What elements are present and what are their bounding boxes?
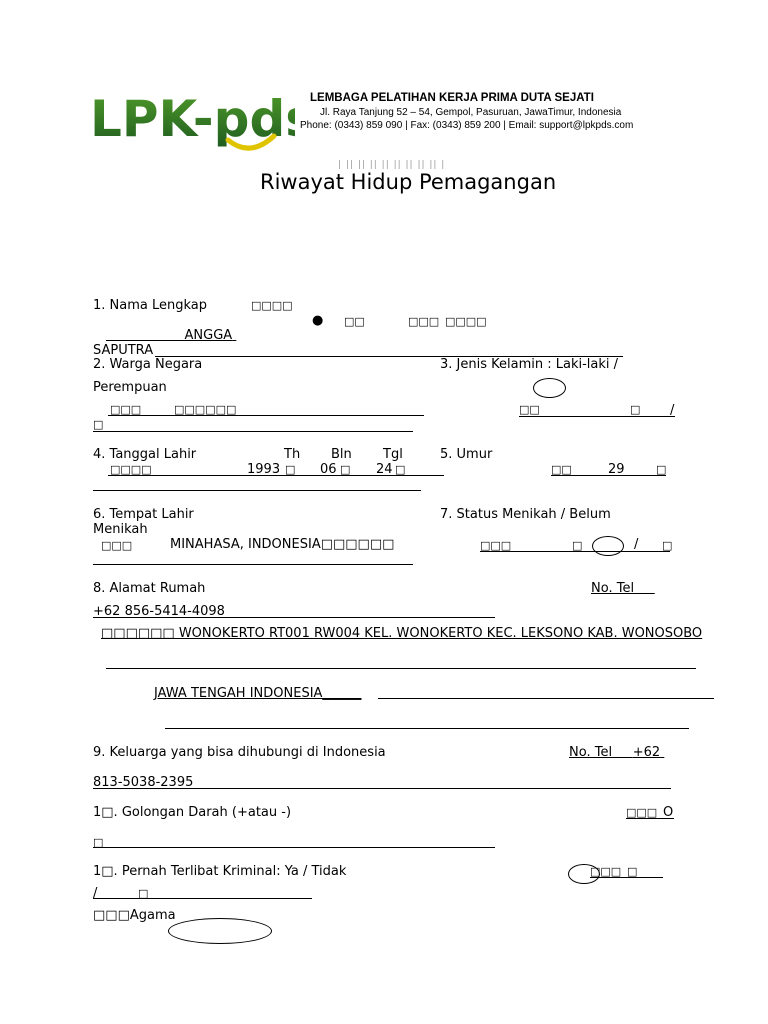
- field-4-day-value: 24: [376, 462, 393, 477]
- field-8-line-c: [165, 728, 689, 729]
- field-1-jp-d: □□□□: [445, 315, 487, 328]
- logo-text: LPK-pds: [90, 90, 295, 148]
- field-8-label: 8. Alamat Rumah: [93, 581, 206, 596]
- marital-status-selection-circle: [592, 536, 624, 556]
- field-4-day-label: Tgl: [383, 447, 403, 462]
- bullet-icon: ●: [312, 313, 324, 328]
- field-8-line-b: [378, 698, 714, 699]
- field-7-label-cont: Menikah: [93, 522, 148, 537]
- field-4-label: 4. Tanggal Lahir: [93, 447, 197, 462]
- field-4-month-label: Bln: [331, 447, 352, 462]
- field-3-slash: /: [670, 403, 675, 418]
- field-7-label: 7. Status Menikah / Belum: [440, 507, 611, 522]
- field-9-tel-value: 813-5038-2395: [93, 775, 194, 790]
- field-2-line-b: [93, 431, 413, 432]
- field-4-box-a: □: [285, 463, 296, 476]
- field-10-label: 1□. Golongan Darah (+atau -): [93, 805, 292, 820]
- field-10-jp: □□□: [626, 806, 658, 819]
- field-11-slash: /: [93, 886, 98, 901]
- field-9-tel: No. Tel +62: [569, 745, 661, 760]
- field-9-line: [93, 788, 671, 789]
- field-6-label: 6. Tempat Lahir: [93, 507, 194, 522]
- field-10-value: O: [663, 805, 674, 820]
- field-5-box: □: [656, 463, 667, 476]
- field-3-line: [519, 416, 675, 417]
- barcode: | || || || || || || || || |: [338, 160, 446, 170]
- field-7-line: [480, 551, 670, 552]
- field-4-month-value: 06: [320, 462, 337, 477]
- field-4-line-b: [93, 490, 421, 491]
- field-8-address-line-2: JAWA TENGAH INDONESIA______: [154, 686, 362, 701]
- field-7-box-a: □: [572, 539, 583, 552]
- field-5-value: 29: [608, 462, 625, 477]
- field-7-box-b: □: [662, 539, 673, 552]
- field-4-year-value: 1993: [247, 462, 281, 477]
- field-10-box: □: [93, 836, 104, 849]
- field-5-jp: □□: [551, 463, 572, 476]
- field-4-box-b: □: [340, 463, 351, 476]
- field-11-box-a: □: [627, 865, 638, 878]
- field-5-label: 5. Umur: [440, 447, 493, 462]
- organization-contact: Phone: (0343) 859 090 | Fax: (0343) 859 200 | Email: support@lpkpds.com: [300, 120, 634, 131]
- field-11-jp: □□□: [590, 865, 622, 878]
- field-2-box: □: [93, 418, 104, 431]
- field-8-tel-label: No. Tel: [591, 581, 635, 596]
- field-5-line: [551, 475, 666, 476]
- field-4-jp: □□□□: [110, 463, 152, 476]
- field-8-line-a: [106, 668, 696, 669]
- field-8-tel-line: [93, 617, 495, 618]
- field-2-line: [108, 415, 424, 416]
- organization-name: LEMBAGA PELATIHAN KERJA PRIMA DUTA SEJATI: [310, 92, 594, 104]
- field-4-box-c: □: [395, 463, 406, 476]
- field-2-label: 2. Warga Negara: [93, 357, 203, 372]
- field-10-line: [93, 847, 495, 848]
- field-3-label-cont: Perempuan: [93, 380, 167, 395]
- field-1-jp-label: □□□□: [251, 299, 293, 312]
- field-11-label: 1□. Pernah Terlibat Kriminal: Ya / Tidak: [93, 864, 347, 879]
- field-6-value: MINAHASA, INDONESIA□□□□□□: [170, 537, 395, 552]
- field-12-label: □□□Agama: [93, 908, 176, 923]
- field-9-label: 9. Keluarga yang bisa dihubungi di Indonesia: [93, 745, 386, 760]
- field-2-jp-a: □□□: [110, 403, 142, 416]
- field-6-line: [93, 564, 413, 565]
- gender-selection-circle: [533, 378, 566, 398]
- field-3-jp: □□: [519, 403, 540, 416]
- field-11-box-b: □: [138, 887, 149, 900]
- field-3-box: □: [630, 403, 641, 416]
- religion-selection-oval: [168, 918, 272, 944]
- field-4-year-label: Th: [284, 447, 301, 462]
- field-7-jp: □□□: [480, 539, 512, 552]
- field-1-jp-c: □□□: [408, 315, 440, 328]
- field-4-line: [108, 475, 444, 476]
- field-11-line-a: [590, 877, 663, 878]
- field-11-line: [93, 898, 312, 899]
- organization-address: Jl. Raya Tanjung 52 – 54, Gempol, Pasuruan, JawaTimur, Indonesia: [320, 107, 622, 118]
- field-2-jp-b: □□□□□□: [174, 403, 237, 416]
- field-1-label: 1. Nama Lengkap: [93, 298, 208, 313]
- document-title: Riwayat Hidup Pemagangan: [260, 170, 557, 194]
- field-10-line-a: [626, 818, 674, 819]
- field-8-tel-value: +62 856-5414-4098: [93, 604, 225, 619]
- field-7-slash: /: [634, 537, 639, 552]
- field-1-value-first: ANGGA: [184, 328, 233, 343]
- field-3-label: 3. Jenis Kelamin : Laki-laki /: [440, 357, 619, 372]
- field-1-value-last: SAPUTRA: [93, 343, 154, 358]
- field-1-jp-b: □□: [344, 315, 365, 328]
- field-6-jp: □□□: [101, 539, 133, 552]
- field-8-address-line-1: □□□□□□ WONOKERTO RT001 RW004 KEL. WONOKERTO KEC. LEKSONO KAB. WONOSOBO: [101, 626, 703, 641]
- company-logo: [90, 86, 295, 156]
